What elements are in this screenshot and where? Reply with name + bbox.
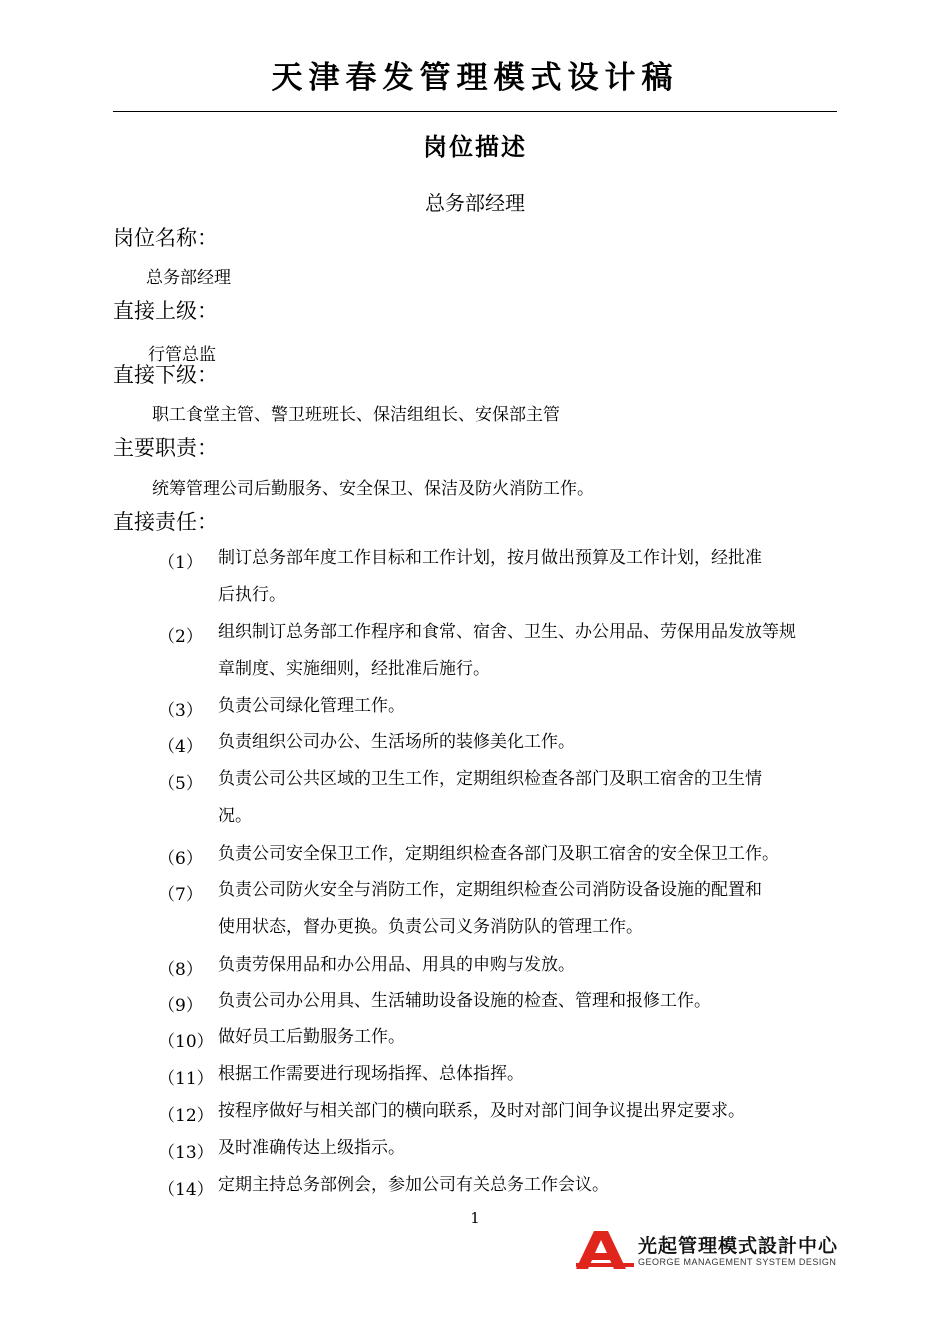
direct-subordinate-label: 直接下级： xyxy=(113,363,218,387)
responsibility-number: （14） xyxy=(158,1180,214,1200)
responsibility-number: （7） xyxy=(158,885,203,905)
responsibility-number: （1） xyxy=(158,553,203,573)
responsibility-number: （12） xyxy=(158,1106,214,1126)
responsibility-text: 组织制订总务部工作程序和食常、宿舍、卫生、办公用品、劳保用品发放等规 xyxy=(218,622,796,642)
section-title: 岗位描述 xyxy=(423,133,527,161)
page-number: 1 xyxy=(470,1209,480,1227)
responsibility-text: 负责公司绿化管理工作。 xyxy=(218,696,405,716)
responsibility-number: （5） xyxy=(158,774,203,794)
responsibility-number: （2） xyxy=(158,627,203,647)
responsibility-text-cont: 章制度、实施细则，经批准后施行。 xyxy=(218,659,490,679)
document-title: 天津春发管理模式设计稿 xyxy=(271,60,679,96)
responsibility-text: 负责组织公司办公、生活场所的装修美化工作。 xyxy=(218,732,575,752)
responsibility-number: （13） xyxy=(158,1143,214,1163)
company-logo xyxy=(574,1227,844,1273)
responsibility-number: （10） xyxy=(158,1032,214,1052)
responsibility-text: 负责公司防火安全与消防工作，定期组织检查公司消防设备设施的配置和 xyxy=(218,880,762,900)
responsibility-number: （9） xyxy=(158,996,203,1016)
responsibility-text: 制订总务部年度工作目标和工作计划，按月做出预算及工作计划，经批准 xyxy=(218,548,762,568)
title-divider xyxy=(113,111,837,112)
responsibility-text: 负责劳保用品和办公用品、用具的申购与发放。 xyxy=(218,955,575,975)
responsibility-text-cont: 使用状态，督办更换。负责公司义务消防队的管理工作。 xyxy=(218,917,643,937)
responsibility-text: 负责公司公共区域的卫生工作，定期组织检查各部门及职工宿舍的卫生情 xyxy=(218,769,762,789)
logo-chinese-name: 光起管理模式設計中心 xyxy=(638,1235,839,1257)
responsibility-text: 及时准确传达上级指示。 xyxy=(218,1138,405,1158)
responsibility-text: 定期主持总务部例会，参加公司有关总务工作会议。 xyxy=(218,1175,609,1195)
responsibility-text: 按程序做好与相关部门的横向联系，及时对部门间争议提出界定要求。 xyxy=(218,1101,745,1121)
responsibility-number: （8） xyxy=(158,960,203,980)
position-name-value: 总务部经理 xyxy=(146,268,231,288)
direct-subordinate-value: 职工食堂主管、警卫班班长、保洁组组长、安保部主管 xyxy=(152,405,560,425)
responsibility-text-cont: 况。 xyxy=(218,806,252,826)
responsibility-text-cont: 后执行。 xyxy=(218,585,286,605)
position-name-label: 岗位名称： xyxy=(113,226,218,250)
logo-english-name: GEORGE MANAGEMENT SYSTEM DESIGN xyxy=(638,1257,837,1267)
main-duty-label: 主要职责： xyxy=(113,436,218,460)
position-title: 总务部经理 xyxy=(425,191,525,215)
direct-responsibility-label: 直接责任： xyxy=(113,510,218,534)
responsibility-text: 做好员工后勤服务工作。 xyxy=(218,1027,405,1047)
logo-a-icon xyxy=(574,1229,634,1271)
responsibility-text: 负责公司办公用具、生活辅助设备设施的检查、管理和报修工作。 xyxy=(218,991,711,1011)
responsibility-number: （3） xyxy=(158,701,203,721)
main-duty-value: 统筹管理公司后勤服务、安全保卫、保洁及防火消防工作。 xyxy=(152,479,594,499)
responsibility-number: （4） xyxy=(158,737,203,757)
responsibility-text: 负责公司安全保卫工作，定期组织检查各部门及职工宿舍的安全保卫工作。 xyxy=(218,844,779,864)
direct-superior-value: 行管总监 xyxy=(148,345,216,365)
responsibility-number: （11） xyxy=(158,1069,214,1089)
direct-superior-label: 直接上级： xyxy=(113,299,218,323)
responsibility-text: 根据工作需要进行现场指挥、总体指挥。 xyxy=(218,1064,524,1084)
responsibility-number: （6） xyxy=(158,849,203,869)
